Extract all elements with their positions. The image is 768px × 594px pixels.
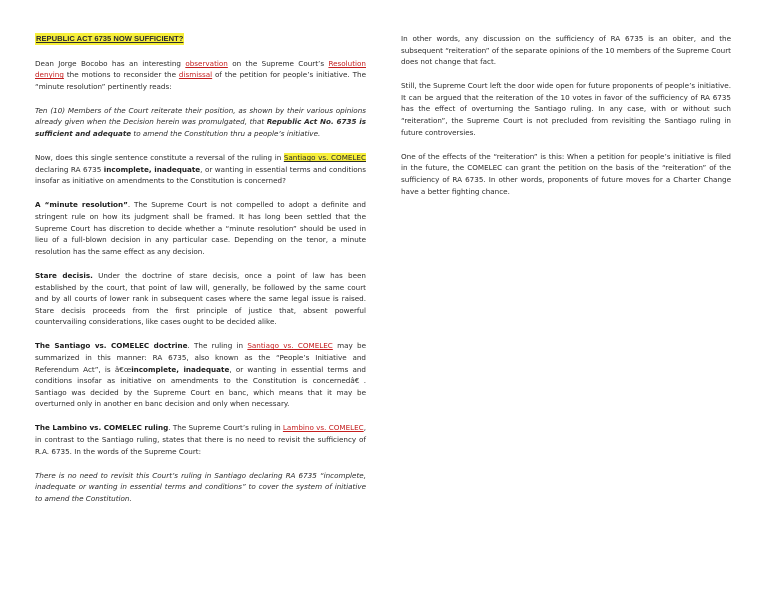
text-run: , or wanting in essential terms and conditions insofar as initiative on amendments to the Constitution is concernedâ€. Santiago was decided by the Supreme Court en banc, which means that it may be overturned only in another en banc decision and only when necessary. — [35, 364, 366, 409]
link-dismissal[interactable]: dismissal — [178, 70, 213, 80]
article-title: REPUBLIC ACT 6735 NOW SUFFICIENT? — [36, 34, 184, 43]
text-run: Ten (10) Members of the Court reiterate their position, as shown by their various opinions already given when the Decision herein was promulgated, that — [35, 105, 366, 127]
link-lambino-comelec[interactable]: Lambino vs. COMELEC — [282, 423, 364, 433]
paragraph-heading: Stare decisis. — [35, 270, 93, 280]
text-run: Now, does this single sentence constitute a reversal of the ruling in — [35, 153, 284, 163]
link-observation[interactable]: observation — [185, 58, 228, 68]
paragraph-question — [35, 152, 366, 187]
link-resolution-denying[interactable]: Resolution denying — [35, 58, 366, 80]
right-column — [401, 33, 731, 210]
paragraph-door-open: Still, the Supreme Court left the door wide open for future proponents of people’s initiative. It can be argued that the reiteration of the 10 votes in favor of the sufficiency of RA 6735 has the effect of overturning the Santiago ruling. In any case, with or without such “reiteration”, the Supreme Court is not precluded from revisiting the Santiago ruling in future controversies. — [401, 81, 731, 137]
title-block — [35, 33, 366, 45]
text-run: to amend the Constitution thru a people’s initiative. — [131, 129, 321, 139]
paragraph-heading: The Santiago vs. COMELEC doctrine — [35, 341, 188, 351]
text-run: Dean Jorge Bocobo has an interesting — [35, 58, 186, 68]
text-run: . The Supreme Court is not compelled to adopt a definite and stringent rule on how its judgment shall be framed. It has long been settled that the Supreme Court has discretion to decide whether a “minute resolution” should be used in lieu of a full-blown decision in any particular case. Depending on the tenor, a minute resolution has the same effect as any decision. — [35, 200, 366, 256]
text-run: . The ruling in — [187, 341, 248, 351]
paragraph-stare-decisis — [35, 270, 366, 328]
text-run: the motions to reconsider the — [63, 70, 179, 80]
text-run: may be summarized in this manner: RA 6735, also known as the “People’s Initiative and Referendum Act”, is â€œ — [35, 341, 367, 374]
paragraph-minute-resolution — [35, 199, 366, 257]
paragraph-intro — [35, 58, 366, 93]
bold-phrase: incomplete, inadequate — [131, 364, 230, 374]
link-santiago-comelec-2[interactable]: Santiago vs. COMELEC — [247, 341, 333, 351]
link-santiago-comelec[interactable]: Santiago vs. COMELEC — [283, 153, 366, 163]
paragraph-quote-resolution — [35, 105, 366, 140]
paragraph-heading: The Lambino vs. COMELEC ruling — [35, 423, 169, 433]
paragraph-heading: A “minute resolution” — [35, 200, 128, 210]
paragraph-quote-supreme-court: There is no need to revisit this Court’s ruling in Santiago declaring RA 6735 “incomplete, inadequate or wanting in essential terms and conditions” to cover the system of initiative to amend the Constitution. — [35, 470, 366, 503]
left-column — [35, 33, 366, 517]
text-run: of the petition for people’s initiative. The “minute resolution” pertinently reads: — [35, 70, 366, 91]
text-run: on the Supreme Court’s — [227, 58, 329, 68]
text-run: Under the doctrine of stare decisis, once a point of law has been established by the court, that point of law will, generally, be followed by the same court and by all courts of lower rank in subsequent cases where the same legal issue is raised. Stare decisis proceeds from the first principle of justice that, absent powerful countervailing considerations, like cases ought to be decided alike. — [35, 270, 366, 327]
paragraph-obiter: In other words, any discussion on the sufficiency of RA 6735 is an obiter, and the subsequent “reiteration” of the separate opinions of the 10 members of the Supreme Court does not change that fact. — [401, 34, 731, 67]
text-run: . The Supreme Court’s ruling in — [168, 423, 283, 433]
text-run: , or wanting in essential terms and conditions insofar as initiative on amendments to the Constitution is concerned? — [35, 164, 366, 186]
paragraph-santiago-doctrine — [35, 340, 366, 410]
text-run: , in contrast to the Santiago ruling, states that there is no need to revisit the sufficiency of R.A. 6735. In the words of the Supreme Court: — [35, 423, 366, 456]
text-run: declaring RA 6735 — [35, 164, 104, 174]
bold-phrase: incomplete, inadequate — [103, 164, 201, 174]
bold-phrase: Republic Act No. 6735 is sufficient and adequate — [35, 117, 366, 139]
paragraph-lambino-ruling — [35, 422, 366, 457]
paragraph-effects: One of the effects of the “reiteration” is this: When a petition for people’s initiative is filed in the future, the COMELEC can grant the petition on the basis of the “reiteration” of the sufficiency of RA 6735. In other words, proponents of future moves for a Charter Change have a better fighting chance. — [401, 151, 731, 196]
